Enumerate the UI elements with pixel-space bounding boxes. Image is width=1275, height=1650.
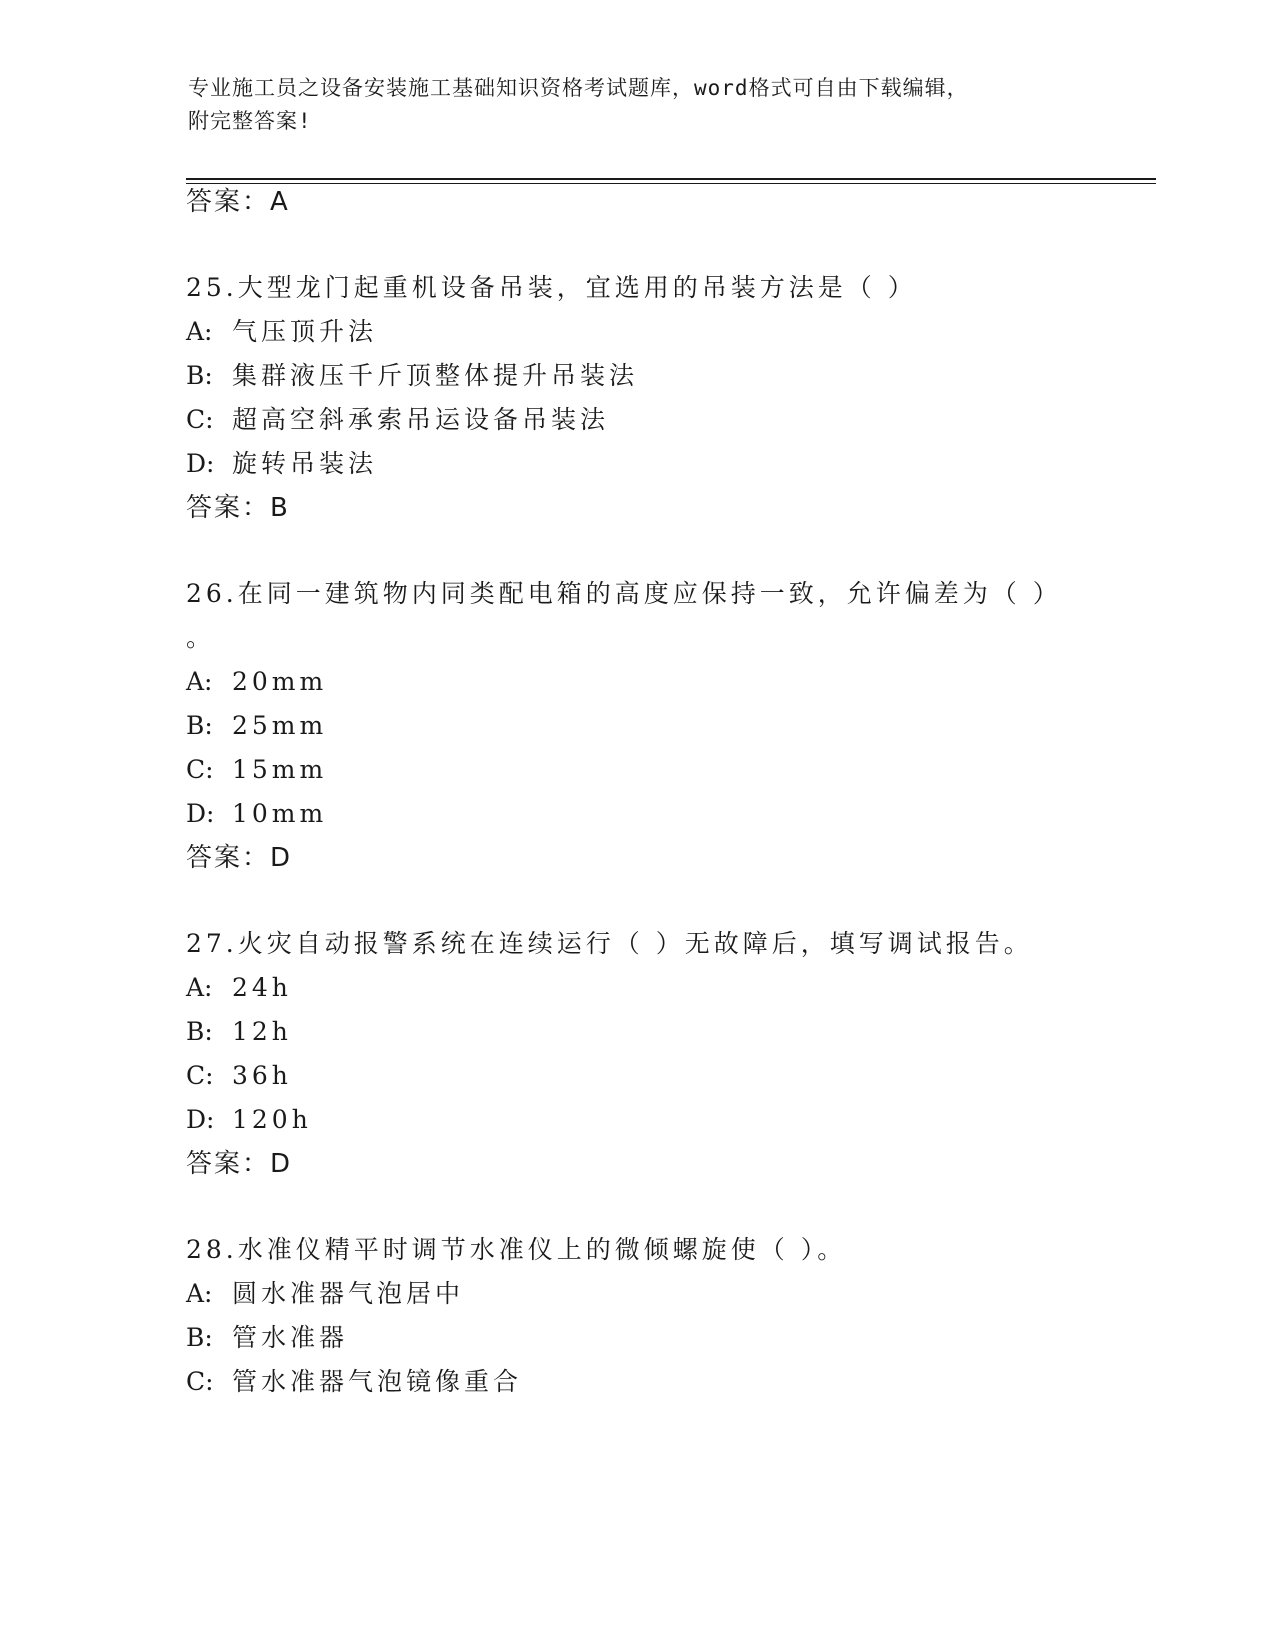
option-label: C: <box>186 1061 214 1090</box>
answer-line <box>186 492 290 524</box>
option-text: 20mm <box>232 667 328 696</box>
option-text: 10mm <box>232 799 328 828</box>
option-a <box>186 316 377 348</box>
option-text: 25mm <box>232 711 328 740</box>
question-stem: 28.水准仪精平时调节水准仪上的微倾螺旋使（ ）。 <box>186 1235 847 1264</box>
question-stem-continued: 。 <box>186 623 216 652</box>
option-label: D: <box>186 449 215 478</box>
option-text: 24h <box>232 973 292 1002</box>
option-text: 集群液压千斤顶整体提升吊装法 <box>232 361 639 390</box>
option-label: A: <box>186 973 213 1002</box>
option-a <box>186 972 292 1004</box>
option-b <box>186 1322 348 1354</box>
option-text: 120h <box>232 1105 312 1134</box>
answer-line <box>186 842 292 874</box>
answer-label: 答案： <box>186 493 271 523</box>
option-text: 36h <box>232 1061 292 1090</box>
header-divider-thin <box>186 183 1156 184</box>
option-text: 气压顶升法 <box>232 317 378 346</box>
option-label: B: <box>186 361 213 390</box>
option-text: 旋转吊装法 <box>232 449 378 478</box>
option-d <box>186 1104 312 1136</box>
answer-line <box>186 186 290 218</box>
page-header <box>188 72 1088 138</box>
question-stem: 25.大型龙门起重机设备吊装，宜选用的吊装方法是（ ） <box>186 273 917 302</box>
option-c <box>186 1060 292 1092</box>
option-label: B: <box>186 1017 213 1046</box>
header-divider-thick <box>186 178 1156 180</box>
option-c <box>186 1366 522 1398</box>
option-a <box>186 1278 464 1310</box>
option-text: 管水准器气泡镜像重合 <box>232 1367 523 1396</box>
option-label: B: <box>186 1323 213 1352</box>
question-stem: 27.火灾自动报警系统在连续运行（ ）无故障后，填写调试报告。 <box>186 929 1033 958</box>
answer-label: 答案： <box>186 1149 271 1179</box>
option-d <box>186 798 327 830</box>
option-label: C: <box>186 405 214 434</box>
option-c <box>186 404 609 436</box>
question-stem: 26.在同一建筑物内同类配电箱的高度应保持一致，允许偏差为（ ） <box>186 579 1062 608</box>
option-label: D: <box>186 1105 215 1134</box>
answer-value: A <box>270 187 290 217</box>
header-line-1: 专业施工员之设备安装施工基础知识资格考试题库，word格式可自由下载编辑， <box>188 76 969 100</box>
option-text: 12h <box>232 1017 292 1046</box>
option-label: D: <box>186 799 215 828</box>
option-label: A: <box>186 667 213 696</box>
option-b <box>186 360 638 392</box>
option-label: A: <box>186 1279 213 1308</box>
option-text: 超高空斜承索吊运设备吊装法 <box>232 405 610 434</box>
option-d <box>186 448 377 480</box>
answer-label: 答案： <box>186 843 271 873</box>
option-label: A: <box>186 317 213 346</box>
option-b <box>186 1016 292 1048</box>
answer-label: 答案： <box>186 187 271 217</box>
option-label: C: <box>186 1367 214 1396</box>
option-label: C: <box>186 755 214 784</box>
header-line-2: 附完整答案! <box>188 109 312 133</box>
answer-value: D <box>270 843 293 873</box>
answer-value: B <box>270 493 290 523</box>
option-a <box>186 666 327 698</box>
option-label: B: <box>186 711 213 740</box>
answer-line <box>186 1148 292 1180</box>
answer-value: D <box>270 1149 293 1179</box>
option-text: 15mm <box>232 755 328 784</box>
option-b <box>186 710 327 742</box>
option-c <box>186 754 327 786</box>
option-text: 圆水准器气泡居中 <box>232 1279 465 1308</box>
option-text: 管水准器 <box>232 1323 349 1352</box>
